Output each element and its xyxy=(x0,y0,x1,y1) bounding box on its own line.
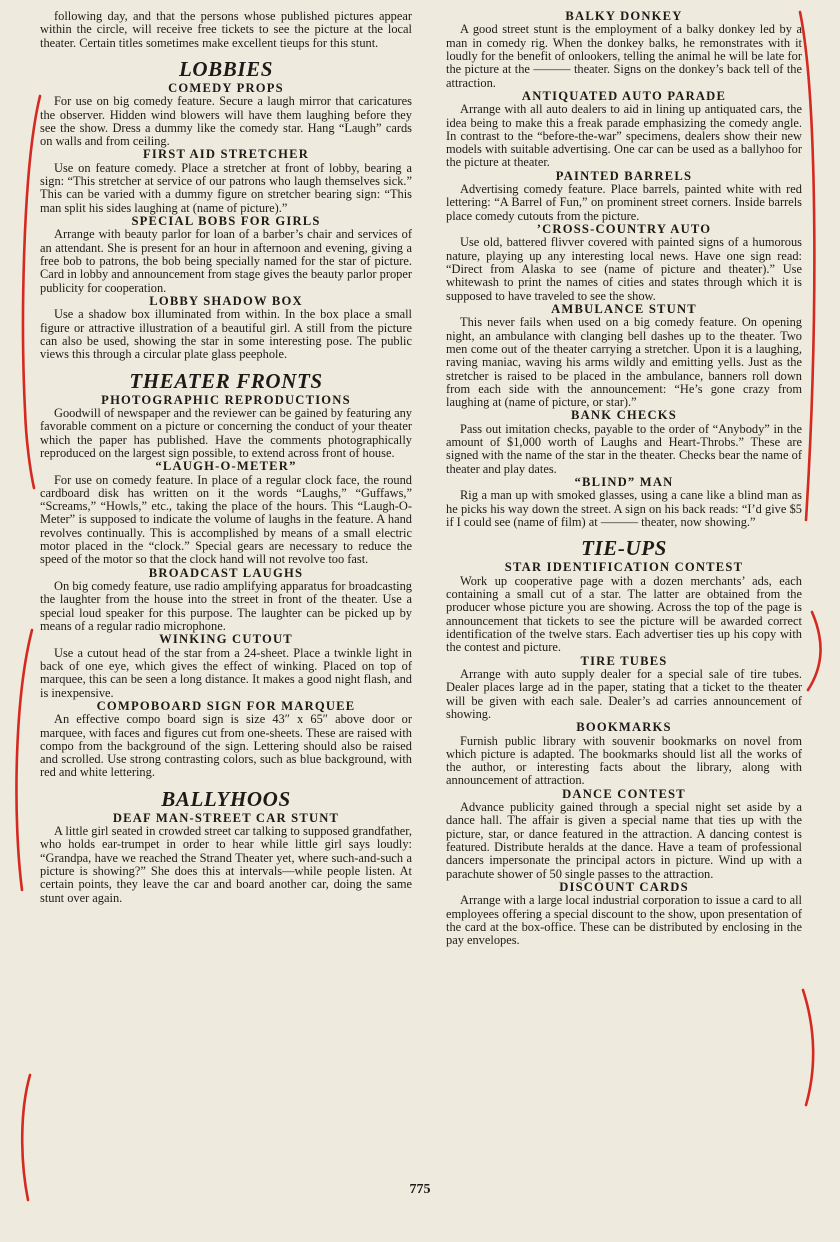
left-column xyxy=(40,10,412,905)
article-title: BROADCAST LAUGHS xyxy=(148,565,304,580)
article-paragraph: Use old, battered flivver covered with painted signs of a humorous nature, playing up any interesting local news. Have one sign read: “Direct from Alaska to see (name of picture and theater).” Use whitewash to print the names of cities and states through which it is supposed to have traveled to see the show. xyxy=(446,235,802,303)
article-paragraph: Use a cutout head of the star from a 24-sheet. Place a twinkle light in back of one eye, which gives the effect of winking. Placed on top of marquee, this can be seen a long distance. It makes a good night flash, and is inexpensive. xyxy=(40,645,412,700)
article-title: WINKING CUTOUT xyxy=(159,632,293,647)
article-title: “LAUGH-O-METER” xyxy=(155,459,297,474)
article-title: LOBBY SHADOW BOX xyxy=(149,293,303,308)
article-paragraph: Arrange with auto supply dealer for a special sale of tire tubes. Dealer places large ad in the paper, stating that a ticket to the theater will be given with each sale. Dealer’s ad carries announcement of showing. xyxy=(446,666,802,721)
article-paragraph: Furnish public library with souvenir bookmarks on novel from which picture is adapted. The bookmarks should list all the works of the author, or interesting facts about the library, along with announcement of attraction. xyxy=(446,733,802,788)
article-paragraph: Use a shadow box illuminated from within. In the box place a small figure or attractive illustration of a beautiful girl. A still from the picture can also be used, showing the star in some interesting pose. The public views this through a circular plate glass peephole. xyxy=(40,307,412,362)
article-paragraph: Advertising comedy feature. Place barrels, painted white with red lettering: “A Barrel of Fun,” on prominent street corners. Inside barrels place comedy cutouts from the picture. xyxy=(446,182,802,223)
article-paragraph: A good street stunt is the employment of a balky donkey led by a man in comedy rig. When the donkey balks, he remonstrates with it loudly for the benefit of onlookers, telling the animal he will be late for the picture at the ——— theater. Signs on the donkey’s back tell of the attraction. xyxy=(446,22,802,90)
article-title: STAR IDENTIFICATION CONTEST xyxy=(504,560,744,575)
article-paragraph: Rig a man up with smoked glasses, using a cane like a blind man as he picks his way down the street. A sign on his back reads: “I’d give $5 if I could see (name of film) at ——— theater, now showing.” xyxy=(446,488,802,530)
margin-bracket-laugh-o-meter xyxy=(16,630,32,890)
article-paragraph: following day, and that the persons whose published pictures appear within the circle, will receive free tickets to see the picture at the local theater. Certain titles sometimes make excellent tieups for this stunt. xyxy=(40,9,412,50)
article-title: PAINTED BARRELS xyxy=(555,168,693,183)
section-heading: BALLYHOOS xyxy=(161,786,291,811)
article-paragraph: Goodwill of newspaper and the reviewer can be gained by featuring any favorable comment on a picture or concerning the conduct of your theater which the paper has published. Have the comments photographically reproduced on the largest sign possible, to extend across front of house. xyxy=(40,405,412,460)
section-heading: TIE-UPS xyxy=(581,536,667,561)
section-heading: THEATER FRONTS xyxy=(129,368,323,393)
article-paragraph: Arrange with all auto dealers to aid in lining up antiquated cars, the idea being to make this a freak parade emphasizing the comedy angle. In contrast to the “before-the-war” specimens, dealers show their new models with suitable advertising. One car can be used as a ballyhoo for the picture at theater. xyxy=(446,102,802,170)
margin-bracket-donkey xyxy=(800,12,814,520)
section-heading: LOBBIES xyxy=(178,56,274,81)
article-title: DEAF MAN-STREET CAR STUNT xyxy=(112,810,340,825)
article-paragraph: Use on feature comedy. Place a stretcher at front of lobby, bearing a sign: “This stretcher at service of our patrons who laugh themselves sick.” This can be varied with a dummy figure on stretcher bearing sign: “This man split his sides laughing at (name of picture).” xyxy=(40,160,412,215)
article-title: AMBULANCE STUNT xyxy=(551,301,697,316)
article-paragraph: For use on big comedy feature. Secure a laugh mirror that caricatures the observer. Hidden wind blowers will have them laughing before they see the show. Dress a dummy like the comedy star. Hang “Laugh” cards on walls and from ceiling. xyxy=(40,94,412,149)
margin-bracket-dance xyxy=(803,990,813,1105)
article-title: COMEDY PROPS xyxy=(168,80,284,95)
article-title: BOOKMARKS xyxy=(576,720,672,735)
article-paragraph: Advance publicity gained through a special night set aside by a dance hall. The affair is given a special name that ties up with the picture, star, or dance featured in the attraction. A dancing contest is featured. Distribute heralds at the dance. Have a team of professional dancers impersonate the principal actors in picture. Wind up with a parachute shower of 50 single passes to the attraction. xyxy=(446,800,802,881)
article-paragraph: Arrange with beauty parlor for loan of a barber’s chair and services of an attendant. She is present for an hour in afternoon and evening, giving a free bob to patrons, the bob being specially named for the star of picture. Card in lobby and announcement from stage gives the beauty parlor proper publicity for cooperation. xyxy=(40,227,412,295)
margin-bracket-blind-man xyxy=(808,612,821,690)
article-paragraph: Arrange with a large local industrial corporation to issue a card to all employees offering a special discount to the show, upon presentation of the card at the box-office. These can be distributed by enclosing in the pay envelopes. xyxy=(446,893,802,948)
article-title: TIRE TUBES xyxy=(580,653,668,668)
article-paragraph: Work up cooperative page with a dozen merchants’ ads, each containing a small cut of a star. The latter are obtained from the producer whose picture you are showing. Across the top of the page is announcement that tickets to see the picture will be awarded correct identification of the twelve stars. Each advertiser ties up his copy with the contest and picture. xyxy=(446,573,802,655)
right-column xyxy=(446,10,802,948)
article-paragraph: A little girl seated in crowded street car talking to supposed grandfather, who holds ear-trumpet in order to hear while little girl says loudly: “Grandpa, have we reached the Strand Theater yet, where such-and-such a picture is showing?” She does this at intervals—while people listen. At certain points, they leave the car and board another car, doing the same stunt over again. xyxy=(40,824,412,905)
article-title: BANK CHECKS xyxy=(571,408,677,423)
article-title: PHOTOGRAPHIC REPRODUCTIONS xyxy=(101,392,351,407)
article-title: ANTIQUATED AUTO PARADE xyxy=(521,88,727,103)
margin-bracket-lobbies xyxy=(23,96,40,488)
article-title: DANCE CONTEST xyxy=(562,786,686,801)
page-number: 775 xyxy=(409,1182,431,1197)
article-paragraph: An effective compo board sign is size 43″ x 65″ above door or marquee, with faces and figures cut from one-sheets. These are raised with compo from the background of the sign. Lettering should also be raised and scrolled. Use strong contrasting colors, such as blue background, with red and white lettering. xyxy=(40,712,412,780)
article-title: SPECIAL BOBS FOR GIRLS xyxy=(131,214,321,229)
article-paragraph: This never fails when used on a big comedy feature. On opening night, an ambulance with clanging bell dashes up to the theater. Two men come out of the theater carrying a stretcher. Upon it is a laughing, raving maniac, waving his arms wildly and emitting yells. Just as the stretcher is raised to be placed in the ambulance, banners roll down from each side with the announcement: “He’s gone crazy from laughing at (name of picture, or star).” xyxy=(446,315,802,410)
article-title: COMPOBOARD SIGN FOR MARQUEE xyxy=(96,698,356,713)
article-paragraph: On big comedy feature, use radio amplifying apparatus for broadcasting the laughter from the house into the street in front of the theater. Use a special loud speaker for this purpose. The laughter can be picked up by means of a regular radio microphone. xyxy=(40,579,412,633)
article-title: ’CROSS-COUNTRY AUTO xyxy=(536,222,712,237)
article-title: FIRST AID STRETCHER xyxy=(142,147,310,162)
article-title: DISCOUNT CARDS xyxy=(559,879,689,894)
article-title: BALKY DONKEY xyxy=(565,9,683,23)
article-paragraph: For use on comedy feature. In place of a regular clock face, the round cardboard disk has written on it the words “Laughs,” “Guffaws,” “Screams,” “Howls,” etc., taking the place of the hours. This “Laugh-O-Meter” is supposed to indicate the volume of laughs in the feature. A hand revolves continually. This is accomplished by means of a small electric motor placed in the “clock.” Special gears are necessary to reduce the speed of the motor so that the clock hand will not revolve too fast. xyxy=(40,472,412,567)
article-paragraph: Pass out imitation checks, payable to the order of “Anybody” in the amount of $1,000 worth of Laughs and Heart-Throbs.” These are signed with the name of the star in the theater. Checks bear the name of theater and play dates. xyxy=(446,421,802,476)
article-title: “BLIND” MAN xyxy=(574,475,674,490)
